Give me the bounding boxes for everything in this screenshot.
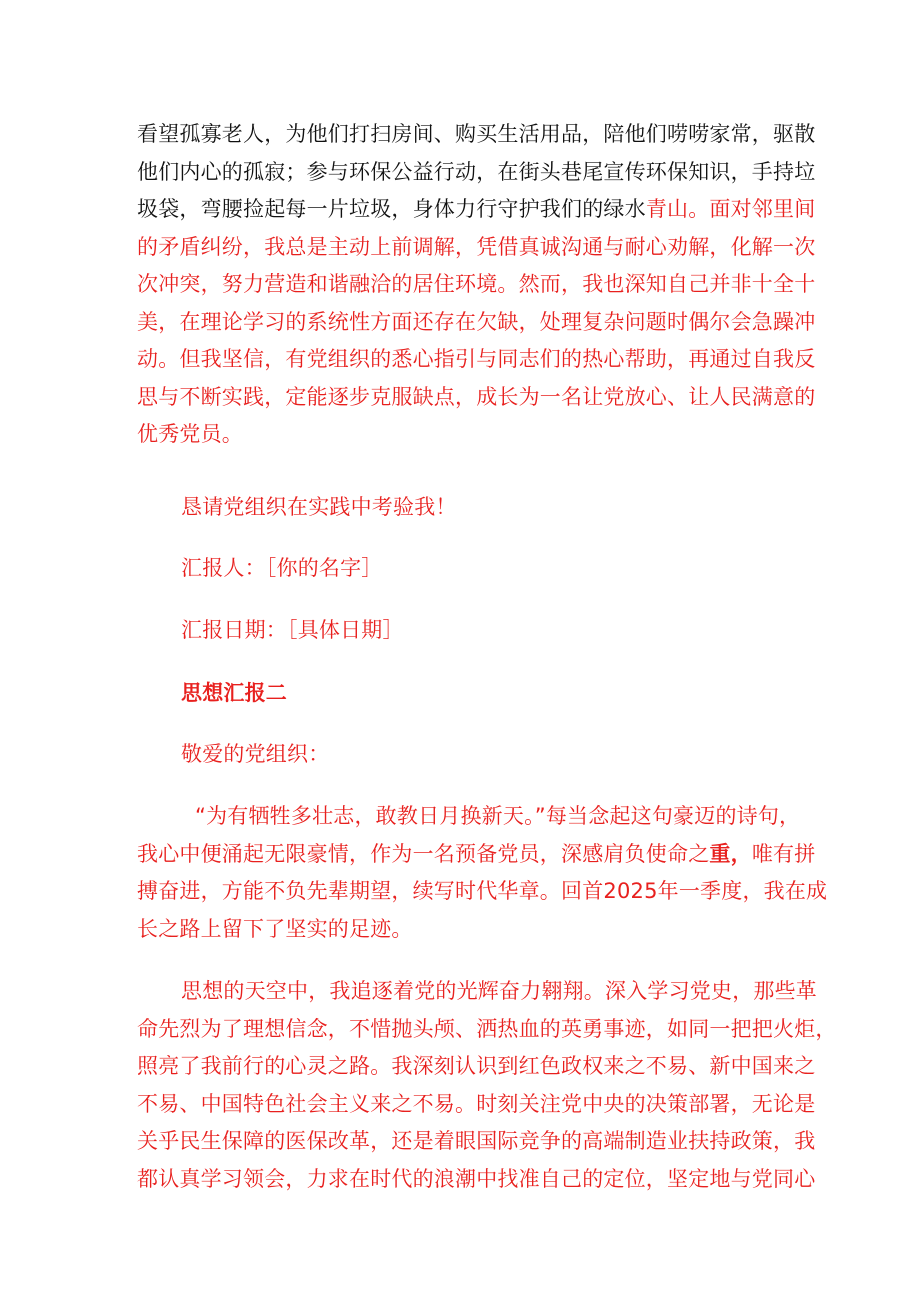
text-line: 长之路上留下了坚实的足迹。 [137, 916, 413, 941]
paragraph-community-service [137, 116, 816, 454]
salutation: 敬爱的党组织： [181, 742, 330, 766]
paragraph-ideology [137, 973, 837, 1198]
text-line: 关乎民生保障的医保改革，还是着眼国际竞争的高端制造业扶持政策，我 [137, 1129, 816, 1153]
text-line: 看望孤寡老人，为他们打扫房间、购买生活用品，陪他们唠唠家常，驱散 [137, 122, 816, 146]
text-line: 照亮了我前行的心灵之路。我深刻认识到红色政权来之不易、新中国来之 [137, 1054, 816, 1078]
report-date-line: 汇报日期：［具体日期］ [181, 618, 404, 642]
text-line [137, 836, 816, 874]
text-line: 优秀党员。 [137, 422, 243, 446]
text-segment: 我心中便涌起无限豪情，作为一名预备党员，深感肩负使命之 [137, 841, 710, 866]
text-line: 他们内心的孤寂；参与环保公益行动，在街头巷尾宣传环保知识，手持垃 [137, 159, 816, 184]
highlighted-text-segment: 青山。面对邻里间 [645, 197, 816, 221]
text-line: 思想的天空中，我追逐着党的光辉奋力翱翔。深入学习党史，那些革 [181, 979, 817, 1003]
text-line: 都认真学习领会，力求在时代的浪潮中找准自己的定位，坚定地与党同心 [137, 1166, 816, 1191]
text-line: 次冲突，努力营造和谐融洽的居住环境。然而，我也深知自己并非十全十 [137, 272, 816, 296]
text-line: 动。但我坚信，有党组织的悉心指引与同志们的热心帮助，再通过自我反 [137, 347, 816, 371]
request-line: 恳请党组织在实践中考验我！ [181, 495, 457, 519]
text-line: 的矛盾纠纷，我总是主动上前调解，凭借真诚沟通与耐心劝解，化解一次 [137, 234, 816, 259]
text-line: 不易、中国特色社会主义来之不易。时刻关注党中央的决策部署，无论是 [137, 1091, 816, 1116]
text-line: 搏奋进，方能不负先辈期望，续写时代华章。回首2025年一季度，我在成 [137, 879, 828, 903]
paragraph-opening [137, 798, 828, 948]
section-title: 思想汇报二 [181, 681, 287, 705]
text-segment: 圾袋，弯腰捡起每一片垃圾，身体力行守护我们的绿水 [137, 197, 646, 221]
text-segment: 唯有拼 [751, 841, 816, 866]
text-line: 美，在理论学习的系统性方面还存在欠缺，处理复杂问题时偶尔会急躁冲 [137, 309, 816, 334]
text-line [137, 191, 816, 229]
reporter-line: 汇报人：［你的名字］ [181, 556, 383, 580]
text-line: 命先烈为了理想信念，不惜抛头颅、洒热血的英勇事迹，如同一把把火炬， [137, 1016, 837, 1041]
bold-text-segment: 重， [709, 841, 752, 866]
text-line: “为有牺牲多壮志，敢教日月换新天。”每当念起这句豪迈的诗句， [195, 804, 801, 828]
text-line: 思与不断实践，定能逐步克服缺点，成长为一名让党放心、让人民满意的 [137, 384, 816, 409]
